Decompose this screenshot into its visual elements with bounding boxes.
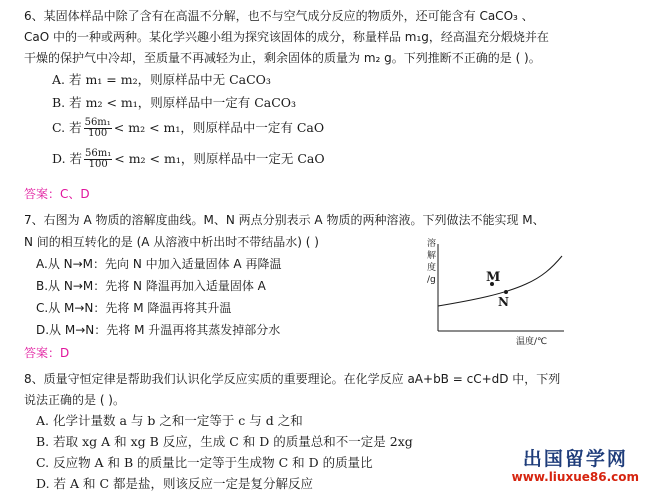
q6-option-d-suffix: < m₂ < m₁，则原样品中一定无 CaO: [114, 151, 325, 166]
q6-option-b: B. 若 m₂ < m₁，则原样品中一定有 CaCO₃: [52, 95, 297, 110]
fraction-denominator: 100: [88, 128, 108, 139]
fraction-numerator: 56m₁: [85, 148, 112, 159]
q6-option-c-suffix: < m₂ < m₁，则原样品中一定有 CaO: [113, 120, 325, 135]
q7-option-d: D.从 M→N：先将 M 升温再将其蒸发掉部分水: [36, 323, 281, 337]
fraction-numerator: 56m₁: [84, 117, 111, 128]
point-m-label: M: [486, 270, 501, 285]
q6-option-a: A. 若 m₁ = m₂，则原样品中无 CaCO₃: [52, 72, 271, 87]
watermark-url: www.liuxue86.com: [511, 470, 639, 484]
x-axis-label: 温度/℃: [516, 337, 548, 347]
q8-option-b: B. 若取 xg A 和 xg B 反应，生成 C 和 D 的质量总和不一定是 2xg: [36, 434, 413, 449]
q6-option-c: [52, 116, 324, 140]
q7-stem-line-2: N 间的相互转化的是 (A 从溶液中析出时不带结晶水) ( ): [24, 235, 319, 249]
point-n-dot: [504, 290, 508, 294]
q7-answer: 答案：D: [24, 346, 70, 360]
y-axis-label-line-1: 溶: [427, 239, 437, 249]
q6-option-d-fraction: [84, 149, 112, 170]
watermark-title: 出国留学网: [522, 448, 628, 470]
solubility-curve-figure: [424, 236, 566, 348]
q6-stem-line-2: CaO 中的一种或两种。某化学兴趣小组为探究该固体的成分，称量样品 m₁g，经高温充分煅烧并在: [24, 30, 549, 44]
q8-stem-line-1: 8、质量守恒定律是帮助我们认识化学反应实质的重要理论。在化学反应 aA+bB = cC+dD 中，下列: [24, 372, 561, 386]
q7-option-c: C.从 M→N：先将 M 降温再将其升温: [36, 301, 232, 315]
q8-stem-line-2: 说法正确的是 ( )。: [24, 393, 125, 407]
fraction-denominator: 100: [88, 159, 108, 170]
point-n-label: N: [498, 295, 509, 309]
q7-option-a: A.从 N→M：先向 N 中加入适量固体 A 再降温: [36, 257, 282, 271]
q6-option-d: [52, 147, 325, 171]
q8-option-d: D. 若 A 和 C 都是盐，则该反应一定是复分解反应: [36, 476, 314, 491]
q6-option-c-prefix: C. 若: [52, 120, 82, 135]
q8-option-a: A. 化学计量数 a 与 b 之和一定等于 c 与 d 之和: [36, 413, 303, 428]
q8-option-c: C. 反应物 A 和 B 的质量比一定等于生成物 C 和 D 的质量比: [36, 455, 373, 470]
site-watermark-logo: [512, 448, 639, 484]
y-axis-label-line-3: 度: [427, 263, 437, 273]
y-axis-label-line-4: /g: [427, 275, 436, 285]
q7-stem-line-1: 7、右图为 A 物质的溶解度曲线。M、N 两点分别表示 A 物质的两种溶液。下列做法不能实现 M、: [24, 213, 545, 227]
q6-option-c-fraction: [84, 118, 112, 139]
q7-option-b: B.从 N→M：先将 N 降温再加入适量固体 A: [36, 279, 266, 293]
q6-answer: 答案：C、D: [24, 187, 90, 201]
q6-stem-line-3: 干燥的保护气中冷却，至质量不再减轻为止，剩余固体的质量为 m₂ g。下列推断不正确的是 ( )。: [24, 51, 541, 65]
q6-stem-line-1: 6、某固体样品中除了含有在高温不分解，也不与空气成分反应的物质外，还可能含有 CaCO₃ 、: [24, 9, 534, 23]
y-axis-label-line-2: 解: [427, 251, 437, 261]
q6-option-d-prefix: D. 若: [52, 151, 83, 166]
